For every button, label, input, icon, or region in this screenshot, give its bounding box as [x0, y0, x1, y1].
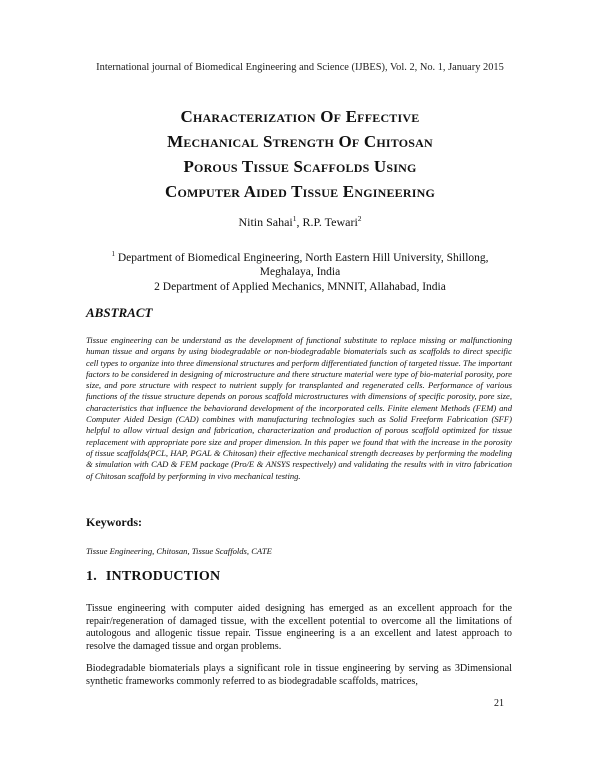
title-line: Computer Aided Tissue Engineering	[164, 182, 436, 201]
author-affiliation-mark: 1	[292, 214, 297, 223]
author-name: Nitin Sahai	[238, 215, 293, 229]
section-title: INTRODUCTION	[105, 569, 221, 584]
title-line: Porous Tissue Scaffolds Using	[183, 157, 417, 176]
paper-title	[70, 104, 530, 204]
journal-header: International journal of Biomedical Engineering and Science (IJBES), Vol. 2, No. 1, January 2015	[96, 62, 504, 73]
author-list	[0, 214, 600, 230]
page-number: 21	[494, 698, 504, 709]
affiliation-text: Department of Biomedical Engineering, North Eastern Hill University, Shillong, Meghalaya, India	[114, 251, 489, 279]
affiliation-line: 2 Department of Applied Mechanics, MNNIT, Allahabad, India	[154, 280, 446, 293]
affiliation-line	[100, 247, 500, 280]
body-paragraph: Biodegradable biomaterials plays a significant role in tissue engineering by serving as 3Dimensional synthetic frameworks commonly referred to as biodegradable scaffolds, matrices,	[86, 663, 512, 687]
author-separator: ,	[296, 215, 303, 229]
abstract-heading: ABSTRACT	[86, 305, 153, 320]
title-line: Mechanical Strength Of Chitosan	[167, 132, 433, 151]
title-line: Characterization Of Effective	[180, 107, 420, 126]
body-paragraph: Tissue engineering with computer aided designing has emerged as an excellent approach for the repair/regeneration of damaged tissue, with the excellent potential to overcome all the limitations of autologous and allogenic tissue repair. Tissue engineering is a an excellent and latest approach to resolve the damaged tissue and organ problems.	[86, 603, 512, 652]
abstract-text: Tissue engineering can be understand as the development of functional substitute to replace missing or malfunctioning human tissue and organs by using biodegradable or non-biodegradable biomaterials such as scaffolds to direct specific cell types to organize into three dimensional structures and perform differentiated function of targeted tissue. The important factors to be considered in designing of microstructure and there structure material were type of bio-material porosity, pore size, and pore structure with respect to nutrient supply for transplanted and regenerated cells. Performance of various functions of the tissue structure depends on porous scaffold microstructures with dimensions of specific porosity, pore size, characteristics that influence the behaviorand development of the incorporated cells. Finite element Methods (FEM) and Computer Aided Design (CAD) combines with manufacturing technologies such as Solid Freeform Fabrication (SFF) helpful to allow virtual design and fabrication, characterization and production of porous scaffold optimized for tissue replacement with appropriate pore size and proper dimension. In this paper we found that with the increase in the porosity of tissue scaffolds(PCL, HAP, PGAL & Chitosan) their effective mechanical strength decreases by performing the modeling & simulation with CAD & FEM package (Pro/E & ANSYS respectively) and validating the results with in vitro fabrication of Chitosan scaffold by performing in vivo mechanical testing.	[86, 335, 512, 481]
keywords-text: Tissue Engineering, Chitosan, Tissue Scaffolds, CATE	[86, 546, 272, 556]
affiliations	[100, 247, 500, 294]
author-name: R.P. Tewari	[302, 215, 358, 229]
keywords-heading: Keywords:	[86, 515, 142, 529]
introduction-heading	[86, 569, 220, 585]
affiliation-mark: 1	[111, 250, 115, 258]
section-number: 1.	[86, 569, 97, 584]
author-affiliation-mark: 2	[357, 214, 362, 223]
